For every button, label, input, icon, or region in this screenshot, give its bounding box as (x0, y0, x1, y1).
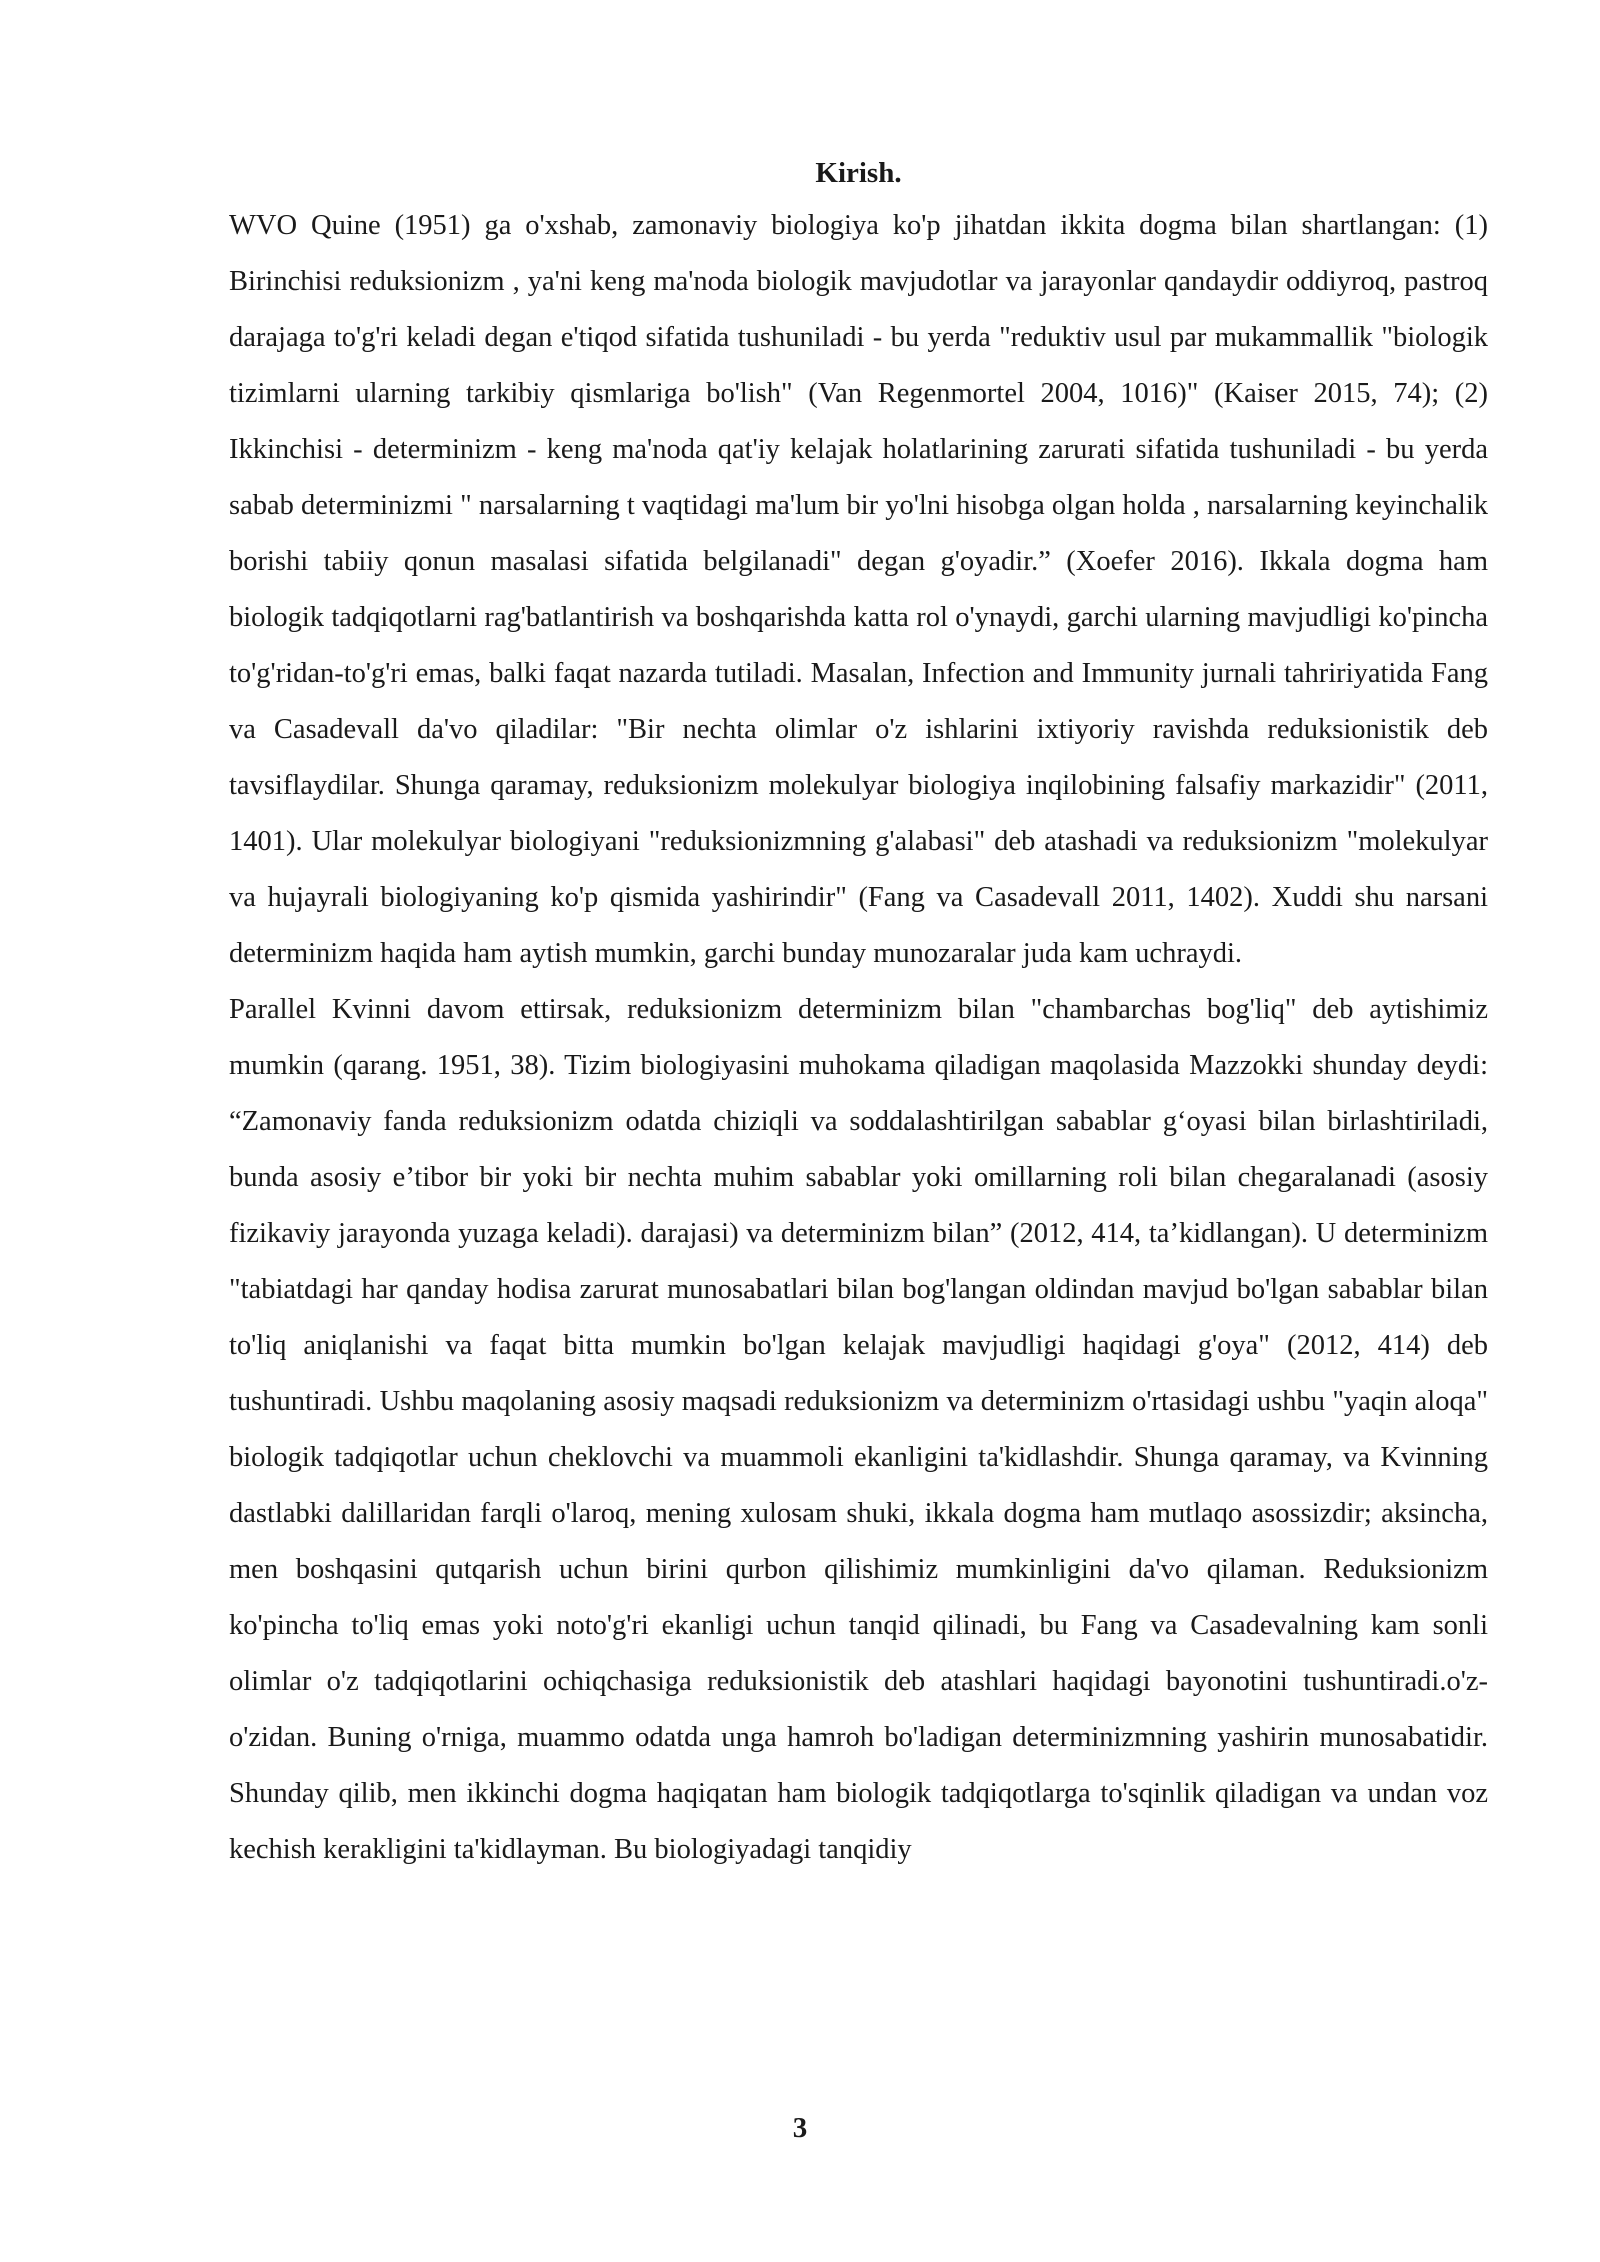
body-paragraph-1: WVO Quine (1951) ga o'xshab, zamonaviy biologiya ko'p jihatdan ikkita dogma bilan shartlangan: (1) Birinchisi reduksionizm , ya'ni keng ma'noda biologik mavjudotlar va jarayonlar qandaydir oddiyroq, pastroq darajaga to'g'ri keladi degan e'tiqod sifatida tushuniladi - bu yerda "reduktiv usul par mukammallik "biologik tizimlarni ularning tarkibiy qismlariga bo'lish" (Van Regenmortel 2004, 1016)" (Kaiser 2015, 74); (2) Ikkinchisi - determinizm - keng ma'noda qat'iy kelajak holatlarining zarurati sifatida tushuniladi - bu yerda sabab determinizmi " narsalarning t vaqtidagi ma'lum bir yo'lni hisobga olgan holda , narsalarning keyinchalik borishi tabiiy qonun masalasi sifatida belgilanadi" degan g'oyadir.” (Xoefer 2016). Ikkala dogma ham biologik tadqiqotlarni rag'batlantirish va boshqarishda katta rol o'ynaydi, garchi ularning mavjudligi ko'pincha to'g'ridan-to'g'ri emas, balki faqat nazarda tutiladi. Masalan, Infection and Immunity jurnali tahririyatida Fang va Casadevall da'vo qiladilar: "Bir nechta olimlar o'z ishlarini ixtiyoriy ravishda reduksionistik deb tavsiflaydilar. Shunga qaramay, reduksionizm molekulyar biologiya inqilobining falsafiy markazidir" (2011, 1401). Ular molekulyar biologiyani "reduksionizmning g'alabasi" deb atashadi va reduksionizm "molekulyar va hujayrali biologiyaning ko'p qismida yashirindir" (Fang va Casadevall 2011, 1402). Xuddi shu narsani determinizm haqida ham aytish mumkin, garchi bunday munozaralar juda kam uchraydi. (229, 210, 1488, 969)
page-content (229, 148, 1488, 1878)
section-heading: Kirish. (815, 157, 902, 189)
body-paragraph-2: Parallel Kvinni davom ettirsak, reduksionizm determinizm bilan "chambarchas bog'liq" deb aytishimiz mumkin (qarang. 1951, 38). Tizim biologiyasini muhokama qiladigan maqolasida Mazzokki shunday deydi: “Zamonaviy fanda reduksionizm odatda chiziqli va soddalashtirilgan sabablar g‘oyasi bilan birlashtiriladi, bunda asosiy e’tibor bir yoki bir nechta muhim sabablar yoki omillarning roli bilan chegaralanadi (asosiy fizikaviy jarayonda yuzaga keladi). darajasi) va determinizm bilan” (2012, 414, ta’kidlangan). U determinizm "tabiatdagi har qanday hodisa zarurat munosabatlari bilan bog'langan oldindan mavjud bo'lgan sabablar bilan to'liq aniqlanishi va faqat bitta mumkin bo'lgan kelajak mavjudligi haqidagi g'oya" (2012, 414) deb tushuntiradi. Ushbu maqolaning asosiy maqsadi reduksionizm va determinizm o'rtasidagi ushbu "yaqin aloqa" biologik tadqiqotlar uchun cheklovchi va muammoli ekanligini ta'kidlashdir. Shunga qaramay, va Kvinning dastlabki dalillaridan farqli o'laroq, mening xulosam shuki, ikkala dogma ham mutlaqo asossizdir; aksincha, men boshqasini qutqarish uchun birini qurbon qilishimiz mumkinligini da'vo qilaman. Reduksionizm ko'pincha to'liq emas yoki noto'g'ri ekanligi uchun tanqid qilinadi, bu Fang va Casadevalning kam sonli olimlar o'z tadqiqotlarini ochiqchasiga reduksionistik deb atashlari haqidagi bayonotini tushuntiradi.o'z-o'zidan. Buning o'rniga, muammo odatda unga hamroh bo'ladigan determinizmning yashirin munosabatidir. Shunday qilib, men ikkinchi dogma haqiqatan ham biologik tadqiqotlarga to'sqinlik qiladigan va undan voz kechish kerakligini ta'kidlayman. Bu biologiyadagi tanqidiy (229, 994, 1488, 1865)
page-number: 3 (792, 2112, 808, 2144)
